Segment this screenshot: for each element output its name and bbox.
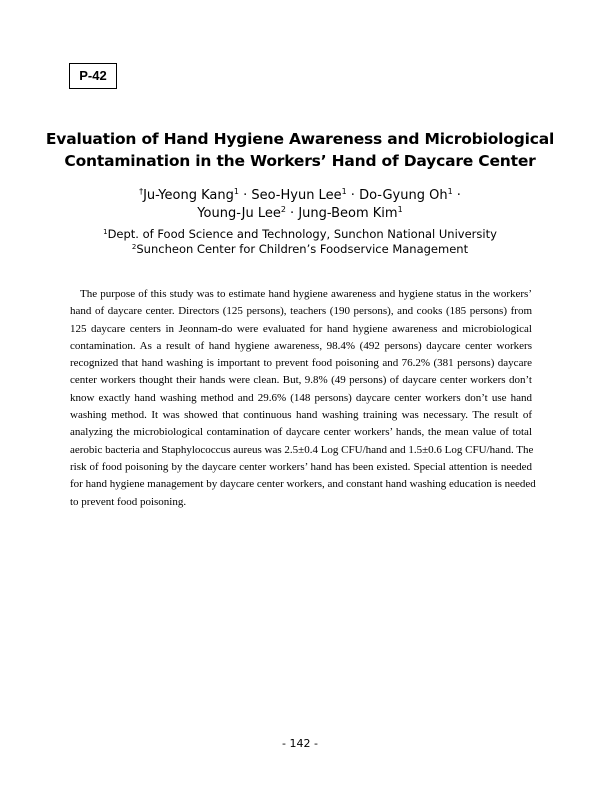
- author-3-affil: 1: [447, 187, 453, 196]
- abstract-line: center workers thought their hands were clean. But, 9.8% (49 persons) of daycare center workers don’t: [70, 374, 532, 387]
- abstract-line: washing method. It was showed that continuous hand washing training was necessary. The result of: [70, 409, 532, 422]
- author-3: Do-Gyung Oh: [359, 188, 448, 203]
- title-line-2: Contamination in the Workers’ Hand of Daycare Center: [64, 152, 536, 170]
- title-line-1: Evaluation of Hand Hygiene Awareness and Microbiological: [45, 130, 555, 148]
- abstract-line: hand of daycare center. Directors (125 persons), teachers (190 persons), and cooks (185 persons) from: [70, 305, 532, 318]
- author-1-affil: 1: [233, 187, 239, 196]
- abstract-line: 125 daycare centers in Jeonnam-do were evaluated for hand hygiene awareness and microbiological: [70, 322, 532, 335]
- affiliation-2-text: Suncheon Center for Children’s Foodservice Management: [136, 242, 469, 256]
- corresponding-mark: †: [139, 187, 144, 196]
- page-number: - 142 -: [282, 737, 318, 750]
- abstract-line: aerobic bacteria and Staphylococcus aureus was 2.5±0.4 Log CFU/hand and 1.5±0.6 Log CFU/hand. The: [70, 443, 534, 456]
- affiliation-1-text: Dept. of Food Science and Technology, Sunchon National University: [107, 227, 497, 241]
- affiliations: [40, 227, 560, 257]
- author-line-1: [40, 187, 560, 205]
- abstract-line: The purpose of this study was to estimate hand hygiene awareness and hygiene status in the workers’: [80, 288, 532, 300]
- abstract-line: recognized that hand washing is important to prevent food poisoning and 76.2% (381 persons) daycare: [70, 357, 532, 370]
- author-5: Jung-Beom Kim: [298, 206, 398, 221]
- author-separator: ·: [285, 206, 299, 221]
- author-4: Young-Ju Lee: [197, 206, 281, 221]
- author-separator: ·: [238, 188, 252, 203]
- author-separator: ·: [346, 188, 360, 203]
- abstract-line: to prevent food poisoning.: [70, 495, 187, 508]
- affiliation-2-sup: 2: [131, 243, 137, 251]
- affiliation-1: [40, 227, 560, 242]
- author-separator: ·: [452, 188, 461, 203]
- abstract-line: analyzing the microbiological contamination of daycare center workers’ hands, the mean value of total: [70, 426, 532, 439]
- abstract-line: risk of food poisoning by the daycare center workers’ hand has been existed. Special attention is needed: [70, 460, 532, 473]
- affiliation-2: [40, 242, 560, 257]
- abstract-body: [70, 286, 536, 511]
- author-4-affil: 2: [280, 205, 286, 214]
- paper-title: [40, 128, 560, 172]
- abstract-line: for hand hygiene management by daycare center workers, and constant hand washing education is needed: [70, 478, 536, 491]
- author-line-2: [40, 205, 560, 223]
- author-2: Seo-Hyun Lee: [251, 188, 342, 203]
- author-list: [40, 187, 560, 223]
- abstract-line: contamination. As a result of hand hygiene awareness, 98.4% (492 persons) daycare center workers: [70, 339, 532, 352]
- author-1: Ju-Yeong Kang: [143, 188, 234, 203]
- author-2-affil: 1: [341, 187, 347, 196]
- poster-label: P-42: [69, 63, 117, 89]
- affiliation-1-sup: 1: [103, 228, 108, 236]
- abstract-line: know exactly hand washing method and 29.6% (148 persons) daycare center workers don’t use hand: [70, 391, 532, 404]
- author-5-affil: 1: [397, 205, 403, 214]
